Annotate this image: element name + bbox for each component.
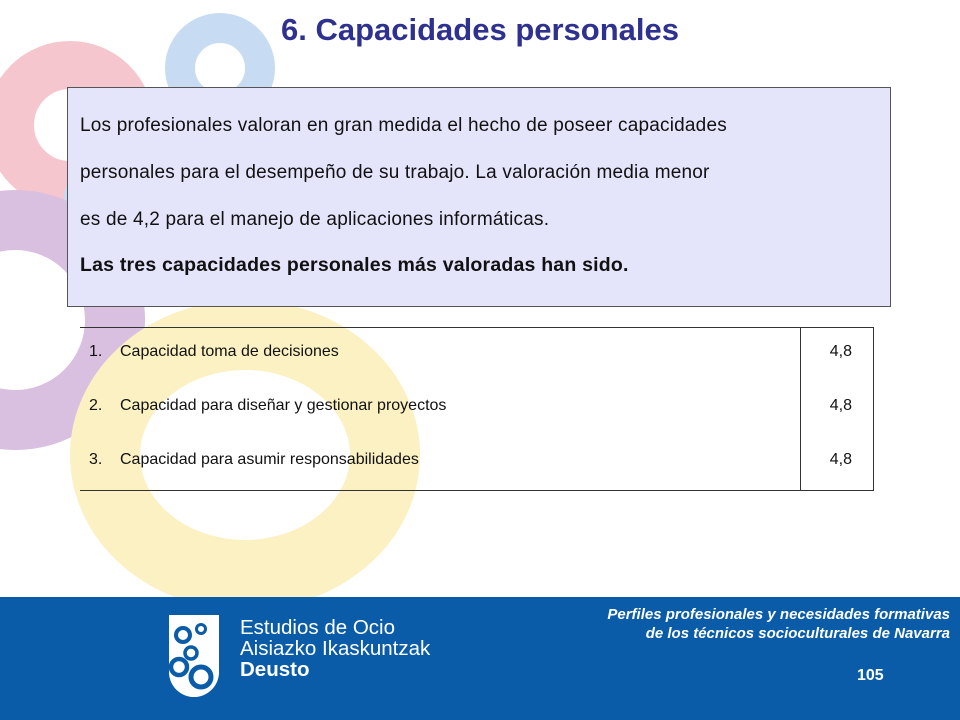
row-value: 4,8 <box>829 451 852 468</box>
footer-caption <box>607 605 950 643</box>
page-number: 105 <box>857 667 884 684</box>
logo-line-1: Estudios de Ocio <box>240 616 395 639</box>
row-label: Capacidad toma de decisiones <box>120 343 339 360</box>
intro-line-3: es de 4,2 para el manejo de aplicaciones informáticas. <box>80 209 550 230</box>
logo-line-3: Deusto <box>240 658 310 681</box>
row-number: 2. <box>89 397 103 414</box>
footer-caption-line-1: Perfiles profesionales y necesidades formativas <box>607 606 950 623</box>
row-number: 3. <box>89 451 103 468</box>
capacidades-table <box>80 327 874 491</box>
table-row <box>80 343 874 367</box>
row-value: 4,8 <box>829 343 852 360</box>
intro-box <box>67 87 891 307</box>
logo-text <box>240 617 430 680</box>
row-number: 1. <box>89 343 103 360</box>
row-value: 4,8 <box>829 397 852 414</box>
table-row <box>80 397 874 421</box>
row-label: Capacidad para asumir responsabilidades <box>120 451 419 468</box>
footer-bar <box>0 597 960 720</box>
table-row <box>80 451 874 475</box>
deusto-logo-icon <box>165 615 223 697</box>
intro-line-2: personales para el desempeño de su trabajo. La valoración media menor <box>80 162 710 183</box>
row-label: Capacidad para diseñar y gestionar proyectos <box>120 397 447 414</box>
footer-caption-line-2: de los técnicos socioculturales de Navarra <box>645 625 950 642</box>
logo-line-2: Aisiazko Ikaskuntzak <box>240 637 431 660</box>
page-title: 6. Capacidades personales <box>280 12 680 47</box>
intro-line-1: Los profesionales valoran en gran medida el hecho de poseer capacidades <box>80 115 727 136</box>
intro-lead: Las tres capacidades personales más valoradas han sido. <box>80 254 629 276</box>
